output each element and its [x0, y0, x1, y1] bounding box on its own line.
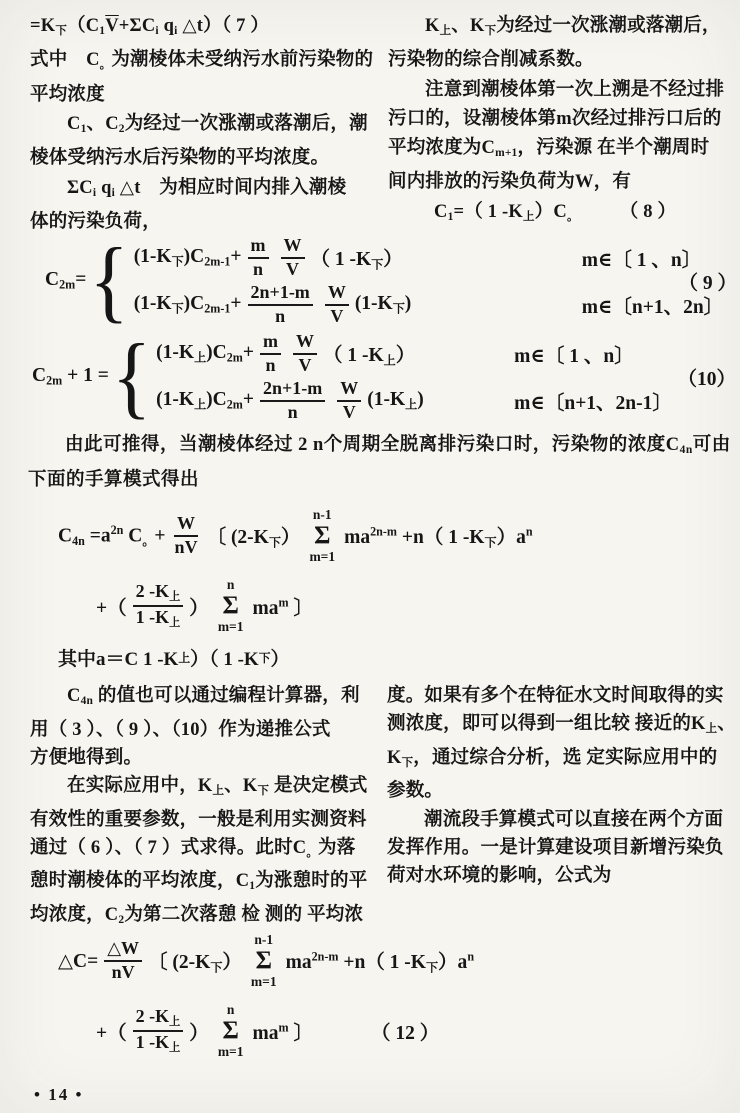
eq11-after2: $ma^m$ 〕: [252, 595, 313, 619]
eq11-mid: 〔 (2-K下）: [206, 527, 301, 550]
text-line: 在实际应用中，K上、K下 是决定模式: [67, 776, 368, 798]
summation: n-1 Σ m=1: [309, 507, 336, 565]
eq12-plus: +（: [96, 1023, 127, 1044]
equation-10: [32, 325, 736, 428]
page-number: • 14 •: [34, 1085, 84, 1104]
eq11-plus: +（: [96, 598, 127, 619]
eq10-case2-pre: (1-K上)C2m+: [156, 388, 254, 412]
text-line: 体的污染负荷，: [30, 212, 161, 233]
text-line: 参数。: [387, 781, 444, 802]
eq11-after: $ma^{2n-m} +n$（ 1 -K下）$a^n$: [344, 524, 533, 550]
eq12-line1: [58, 924, 736, 998]
text-line: 有效性的重要参数，一般是利用实测资料: [30, 809, 367, 830]
text-line: 间内排放的污染负荷为W，有: [388, 172, 632, 193]
sigma-symbol: Σ: [314, 521, 331, 549]
left-brace: {: [89, 229, 129, 332]
sigma-symbol: Σ: [222, 591, 239, 619]
bottom-left-column: [30, 682, 377, 934]
text-line: 通过（ 6 ）、（ 7 ）式求得。此时C。为落: [30, 837, 356, 860]
text-line: 平均浓度为Cm+1，污染源 在半个潮周时: [388, 138, 710, 160]
equation-number: （10）: [677, 369, 736, 390]
fraction: $\frac{\triangle W}{n\overline{V}}$: [104, 938, 142, 984]
eq12-lhs: △C=: [58, 951, 99, 972]
equation-10-system: [32, 325, 736, 428]
eq11-lhs: $C4n =a^{2n}$ C。+: [58, 523, 166, 548]
text-line: 测浓度，即可以得到一组比较 接近的K上、: [387, 714, 736, 736]
summation: n-1 Σ m=1: [250, 932, 277, 990]
text-line: ΣCi qi △t 为相应时间内排入潮棱: [67, 177, 347, 199]
eq10-case2-post: (1-K上): [367, 388, 424, 412]
fraction: $\frac{W}{V}$: [281, 235, 305, 281]
text-line: 度。如果有多个在特征水文时间取得的实: [387, 686, 724, 706]
text-line: 式中 C。为潮棱体未受纳污水前污染物的: [30, 50, 374, 72]
middle-paragraph: [28, 430, 738, 495]
text-line: 污染物的综合削减系数。: [388, 50, 594, 71]
text-line: 发挥作用。一是计算建设项目新增污染负: [387, 837, 724, 858]
eq10-lhs: C2m + 1 =: [32, 365, 109, 388]
bottom-right-column: [387, 682, 736, 934]
eq9-case-2: [134, 281, 737, 328]
eq10-case1-condition: m∈〔 1 、n〕: [514, 345, 634, 367]
equation-number: （ 12 ）: [370, 1023, 440, 1044]
summation: n Σ m=1: [217, 577, 244, 635]
text-line: =K下（$C1\overline{V}+\Sigma Ci$ qi △t）（ 7 ）: [30, 16, 270, 38]
text-line: C1、C2为经过一次涨潮或落潮后，潮: [67, 114, 368, 136]
fraction: $\frac{\text{2 -K上}}{\text{1 -K上}}$: [133, 1006, 184, 1055]
text-line: 用（ 3 ）、（ 9 ）、（10）作为递推公式: [30, 719, 331, 740]
eq9-cases: [134, 234, 737, 328]
eq9-case2-pre: (1-K下)C2m-1+: [133, 292, 242, 316]
text-line: 棱体受纳污水后污染物的平均浓度。: [30, 148, 330, 169]
eq10-case-2: [156, 377, 736, 424]
text-line: 均浓度，C2为第二次落憩 检 测的 平均浓: [30, 904, 364, 927]
eq10-cases: [156, 330, 736, 424]
equation-9-system: [45, 229, 737, 332]
text-line: 由此可推得，当潮棱体经过 2 n个周期全脱离排污染口时，污染物的浓度C4n可由: [65, 435, 731, 457]
text-line: 注意到潮棱体第一次上溯是不经过排: [425, 79, 725, 100]
eq12-mid: 〔 (2-K下）: [148, 952, 242, 975]
equation-12: [58, 924, 736, 1064]
text-line: C4n 的值也可以通过编程计算器，利: [67, 686, 360, 708]
eq10-case1-pre: (1-K上)C2m+: [156, 341, 254, 365]
top-two-column-section: [30, 12, 736, 237]
top-left-column: [30, 12, 378, 237]
summation: n Σ m=1: [217, 1002, 244, 1060]
eq12-close-paren: ）: [189, 1023, 209, 1044]
eq9-case-1: [134, 234, 737, 281]
text-line: 潮流段手算模式可以直接在两个方面: [424, 809, 724, 830]
left-brace: {: [111, 325, 152, 428]
equation-11: [58, 499, 736, 675]
fraction: $\frac{2n+1-m}{n}$: [248, 282, 313, 328]
bottom-two-column-section: [30, 682, 736, 934]
fraction: $\frac{2n+1-m}{n}$: [260, 378, 325, 424]
text-line: 方便地得到。: [30, 747, 143, 768]
fraction: $\frac{\text{2 -K上}}{\text{1 -K上}}$: [133, 581, 184, 630]
text-line: 污口的，设潮棱体第m次经过排污口后的: [388, 108, 722, 129]
eq9-case2-post: (1-K下): [354, 292, 412, 316]
eq10-case2-condition: m∈〔n+1、2n-1〕: [514, 392, 672, 414]
eq11-line2: [96, 573, 736, 639]
fraction: $\frac{W}{n\overline{V}}$: [174, 513, 198, 557]
text-line: 荷对水环境的影响，公式为: [387, 866, 612, 887]
eq11-close-paren: ）: [189, 598, 209, 619]
eq10-case-1: [156, 330, 736, 377]
eq9-case1-post: （ 1 -K下）: [310, 248, 403, 272]
eq9-case1-condition: m∈〔 1 、n〕: [581, 249, 702, 271]
text-line: 憩时潮棱体的平均浓度，C1为涨憩时的平: [30, 871, 368, 893]
equation-9: [45, 229, 737, 332]
eq9-case2-condition: m∈〔n+1、2n〕: [581, 296, 724, 318]
top-right-column: [388, 12, 736, 237]
text-line: 平均浓度: [30, 84, 105, 105]
sigma-symbol: Σ: [255, 946, 272, 974]
eq12-line2: [96, 998, 736, 1064]
text-line: 下面的手算模式得出: [28, 470, 200, 491]
eq12-after2: $ma^m$ 〕: [252, 1020, 313, 1044]
equation-number: （ 9 ）: [678, 273, 737, 294]
eq9-lhs: C2m=: [45, 269, 87, 292]
equation-8-line: C1=（ 1 -K上）C。 （ 8 ）: [434, 201, 677, 223]
sigma-symbol: Σ: [222, 1016, 239, 1044]
fraction: $\frac{m}{n}$: [248, 235, 269, 281]
fraction: $\frac{W}{V}$: [293, 331, 317, 377]
eq10-case1-post: （ 1 -K上）: [322, 344, 416, 368]
eq9-case1-pre: (1-K下)C2m-1+: [133, 245, 242, 269]
eq11-where-clause: 其中a＝C 1 -K 上 ）（ 1 -K 下 ）: [58, 648, 290, 670]
text-line: K上、K下为经过一次涨潮或落潮后，: [425, 16, 721, 38]
fraction: $\frac{m}{n}$: [260, 331, 281, 377]
fraction: $\frac{W}{V}$: [337, 378, 361, 424]
fraction: $\frac{W}{V}$: [325, 282, 349, 328]
text-line: K下，通过综合分析，选 定实际应用中的: [387, 747, 718, 769]
eq12-after: $ma^{2n-m} +n$（ 1 -K下）$a^n$: [285, 949, 475, 975]
eq11-line1: [58, 499, 736, 573]
